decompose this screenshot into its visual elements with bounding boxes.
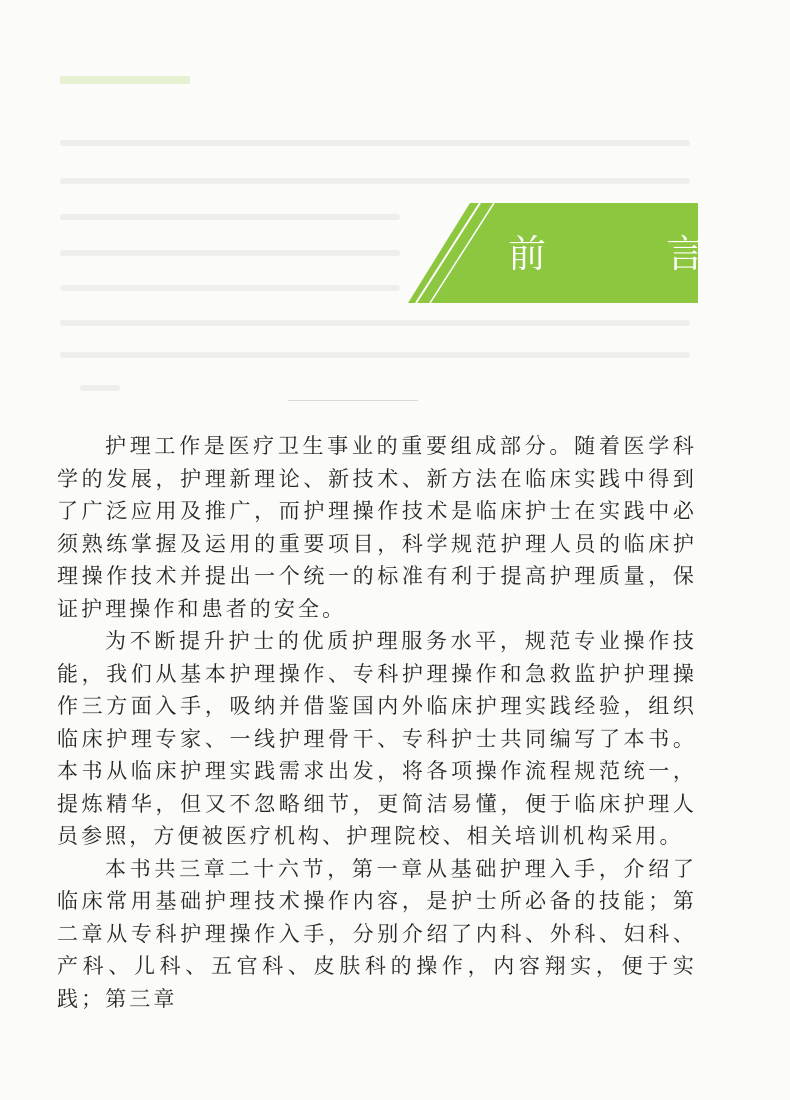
bleed-through-line [60, 178, 690, 184]
paragraph: 为不断提升护士的优质护理服务水平，规范专业操作技能，我们从基本护理操作、专科护理操作和急救监护护理操作三方面入手，吸纳并借鉴国内外临床护理实践经验，组织临床护理专家、一线护理骨干、专科护士共同编写了本书。本书从临床护理实践需求出发，将各项操作流程规范统一，提炼精华，但又不忽略细节，更简洁易懂，便于临床护理人员参照，方便被医疗机构、护理院校、相关培训机构采用。 [57, 629, 697, 848]
bleed-through-line [60, 285, 400, 291]
bleed-through-line [60, 214, 400, 220]
bleed-through-mark [60, 76, 190, 84]
bleed-through-line [60, 352, 690, 358]
bleed-through-line [60, 320, 690, 326]
page-title: 前 言 [508, 232, 759, 276]
title-banner [408, 203, 759, 303]
bleed-through-rule [288, 400, 418, 401]
paragraph: 护理工作是医疗卫生事业的重要组成部分。随着医学科学的发展，护理新理论、新技术、新方法在临床实践中得到了广泛应用及推广，而护理操作技术是临床护士在实践中必须熟练掌握及运用的重要项目，科学规范护理人员的临床护理操作技术并提出一个统一的标准有利于提高护理质量，保证护理操作和患者的安全。 [57, 434, 697, 621]
bleed-through-line [80, 385, 120, 391]
preface-body [57, 430, 697, 1015]
paragraph: 本书共三章二十六节，第一章从基础护理入手，介绍了临床常用基础护理技术操作内容，是护士所必备的技能；第二章从专科护理操作入手，分别介绍了内科、外科、妇科、产科、儿科、五官科、皮肤科的操作，内容翔实，便于实践；第三章 [57, 856, 697, 1011]
bleed-through-line [60, 250, 400, 256]
bleed-through-line [60, 140, 690, 146]
